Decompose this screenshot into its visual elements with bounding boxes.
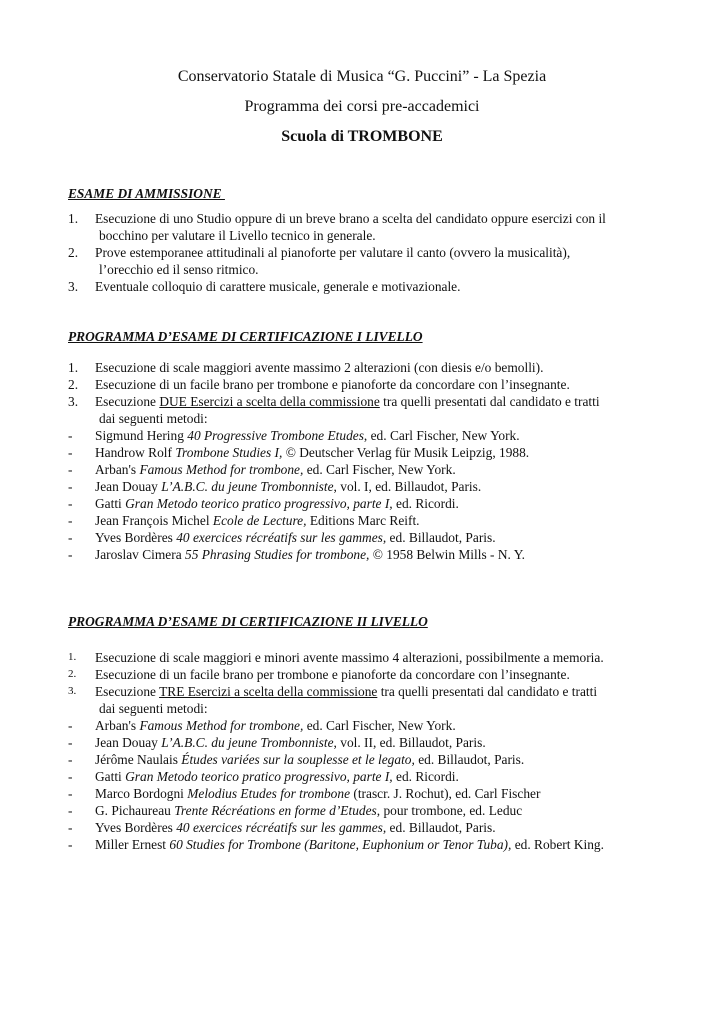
list-marker: 3. (68, 279, 79, 294)
method-item (68, 529, 668, 546)
livello2-methods (68, 717, 668, 853)
method-publisher: , vol. II, ed. Billaudot, Paris. (333, 735, 486, 750)
method-item (68, 768, 668, 785)
method-text (68, 529, 668, 546)
method-item (68, 444, 668, 461)
method-item (68, 495, 668, 512)
dash-marker: - (68, 479, 73, 494)
method-title: L’A.B.C. du jeune Trombonniste (161, 735, 334, 750)
method-title: L’A.B.C. du jeune Trombonniste (161, 479, 334, 494)
method-text (68, 768, 668, 785)
list-item-text: Esecuzione di un facile brano per trombone e pianoforte da concordare con l’insegnante. (95, 667, 570, 682)
list-item-continuation (68, 700, 668, 717)
method-item (68, 785, 668, 802)
method-author: Jean Douay (95, 479, 162, 494)
conservatory-title: Conservatorio Statale di Musica “G. Puccini” - La Spezia (177, 68, 547, 85)
section-title-livello-1: PROGRAMMA D’ESAME DI CERTIFICAZIONE I LIVELLO (68, 329, 423, 344)
method-text (68, 495, 668, 512)
method-author: Arban's (95, 462, 140, 477)
list-item (68, 210, 668, 227)
method-title: Famous Method for trombone, (139, 718, 304, 733)
text-fragment: Esecuzione (95, 394, 160, 409)
method-item (68, 427, 668, 444)
list-marker: 1. (68, 651, 77, 663)
method-publisher: (trascr. J. Rochut), ed. Carl Fischer (350, 786, 541, 801)
method-text (68, 751, 668, 768)
list-item-text (68, 683, 668, 700)
method-publisher: ed. Ricordi. (392, 769, 459, 784)
list-item-text (68, 393, 668, 410)
dash-marker: - (68, 786, 73, 801)
method-title: Gran Metodo teorico pratico progressivo, parte I, (125, 769, 393, 784)
method-title: 55 Phrasing Studies for trombone, (185, 547, 370, 562)
method-item (68, 734, 668, 751)
list-item-continuation (68, 261, 668, 278)
method-text (68, 802, 668, 819)
section-title-ammissione: ESAME DI AMMISSIONE (68, 186, 225, 201)
dash-marker: - (68, 462, 73, 477)
livello1-list (68, 359, 668, 563)
method-publisher: © Deutscher Verlag für Musik Leipzig, 1988. (282, 445, 530, 460)
dash-marker: - (68, 513, 73, 528)
list-marker: 2. (68, 377, 79, 392)
program-subtitle: Programma dei corsi pre-accademici (244, 98, 480, 115)
list-item (68, 244, 668, 261)
livello1-methods (68, 427, 668, 563)
list-item-text: Esecuzione di scale maggiori avente massimo 2 alterazioni (con diesis e/o bemolli). (95, 360, 544, 375)
method-item (68, 836, 668, 853)
list-item-text: l’orecchio ed il senso ritmico. (99, 262, 259, 277)
method-author: Yves Bordères (95, 820, 177, 835)
method-text (68, 785, 668, 802)
list-item-text: dai seguenti metodi: (99, 411, 208, 426)
dash-marker: - (68, 820, 73, 835)
list-item-text: Esecuzione di scale maggiori e minori avente massimo 4 alterazioni, possibilmente a memoria. (95, 650, 604, 665)
method-author: G. Pichaureau (95, 803, 175, 818)
method-title: Gran Metodo teorico pratico progressivo, parte I, (125, 496, 393, 511)
list-marker: 2. (68, 668, 77, 680)
list-item-continuation (68, 410, 668, 427)
dash-marker: - (68, 735, 73, 750)
method-author: Jean Douay (95, 735, 162, 750)
livello2-list (68, 649, 668, 853)
list-item (68, 393, 668, 410)
method-item (68, 717, 668, 734)
school-title: Scuola di TROMBONE (281, 128, 443, 145)
method-item (68, 751, 668, 768)
list-item-text: Esecuzione di un facile brano per trombone e pianoforte da concordare con l’insegnante. (95, 377, 570, 392)
method-author: Sigmund Hering (95, 428, 188, 443)
dash-marker: - (68, 718, 73, 733)
method-publisher: ed. Billaudot, Paris. (386, 820, 496, 835)
ammissione-list (68, 210, 668, 295)
method-text (68, 512, 668, 529)
method-text (68, 734, 668, 751)
method-publisher: ed. Carl Fischer, New York. (303, 718, 456, 733)
method-publisher: © 1958 Belwin Mills - N. Y. (369, 547, 525, 562)
list-item-text: Prove estemporanee attitudinali al pianoforte per valutare il canto (ovvero la musicalità), (95, 245, 571, 260)
method-text (68, 819, 668, 836)
method-publisher: , pour trombone, ed. Leduc (376, 803, 523, 818)
list-marker: 1. (68, 211, 79, 226)
method-publisher: , ed. Carl Fischer, New York. (363, 428, 520, 443)
method-title: Famous Method for trombone, (139, 462, 304, 477)
underlined-requirement: DUE Esercizi a scelta della commissione (159, 394, 380, 409)
dash-marker: - (68, 445, 73, 460)
dash-marker: - (68, 769, 73, 784)
method-author: Jaroslav Cimera (95, 547, 185, 562)
method-title: Ecole de Lecture, (212, 513, 307, 528)
method-title: Études variées sur la souplesse et le legato, (181, 752, 415, 767)
underlined-requirement: TRE Esercizi a scelta della commissione (159, 684, 378, 699)
list-item (68, 278, 668, 295)
method-text (68, 836, 668, 853)
list-item (68, 683, 668, 700)
method-text (68, 478, 668, 495)
method-title: 40 exercices récréatifs sur les gammes, (176, 530, 387, 545)
method-text (68, 717, 668, 734)
method-title: Melodius Etudes for trombone (187, 786, 351, 801)
method-text (68, 546, 668, 563)
list-item (68, 649, 668, 666)
method-item (68, 478, 668, 495)
list-item (68, 666, 668, 683)
dash-marker: - (68, 752, 73, 767)
method-title: Trente Récréations en forme d’Etudes (174, 803, 377, 818)
method-text (68, 461, 668, 478)
dash-marker: - (68, 547, 73, 562)
method-item (68, 819, 668, 836)
method-author: Jérôme Naulais (95, 752, 182, 767)
method-text (68, 444, 668, 461)
method-item (68, 802, 668, 819)
list-item-text: dai seguenti metodi: (99, 701, 208, 716)
dash-marker: - (68, 803, 73, 818)
dash-marker: - (68, 496, 73, 511)
list-item-text: Eventuale colloquio di carattere musicale, generale e motivazionale. (95, 279, 461, 294)
method-publisher: Editions Marc Reift. (306, 513, 420, 528)
list-item-text: Esecuzione di uno Studio oppure di un breve brano a scelta del candidato oppure esercizi con il (95, 211, 606, 226)
dash-marker: - (68, 530, 73, 545)
method-author: Arban's (95, 718, 140, 733)
dash-marker: - (68, 837, 73, 852)
list-item (68, 359, 668, 376)
text-fragment: tra quelli presentati dal candidato e tratti (379, 394, 600, 409)
list-marker: 3. (68, 685, 77, 697)
method-publisher: ed. Billaudot, Paris. (414, 752, 525, 767)
method-author: Miller Ernest (95, 837, 170, 852)
method-title: 40 Progressive Trombone Etudes (187, 428, 364, 443)
list-item (68, 376, 668, 393)
list-item-text: bocchino per valutare il Livello tecnico in generale. (99, 228, 376, 243)
method-publisher: ed. Carl Fischer, New York. (303, 462, 456, 477)
method-author: Jean François Michel (95, 513, 213, 528)
list-marker: 3. (68, 394, 79, 409)
method-publisher: ed. Billaudot, Paris. (386, 530, 496, 545)
method-author: Gatti (95, 769, 126, 784)
method-title: 40 exercices récréatifs sur les gammes, (176, 820, 387, 835)
list-marker: 1. (68, 360, 79, 375)
section-title-livello-2: PROGRAMMA D’ESAME DI CERTIFICAZIONE II LIVELLO (68, 614, 428, 629)
list-item-continuation (68, 227, 668, 244)
method-item (68, 512, 668, 529)
method-item (68, 546, 668, 563)
method-author: Handrow Rolf (95, 445, 176, 460)
method-publisher: , vol. I, ed. Billaudot, Paris. (333, 479, 482, 494)
method-text (68, 427, 668, 444)
text-fragment: Esecuzione (95, 684, 160, 699)
method-item (68, 461, 668, 478)
method-publisher: ed. Ricordi. (392, 496, 459, 511)
method-title: 60 Studies for Trombone (Baritone, Euphonium or Tenor Tuba), (169, 837, 512, 852)
method-author: Marco Bordogni (95, 786, 188, 801)
dash-marker: - (68, 428, 73, 443)
list-marker: 2. (68, 245, 79, 260)
method-author: Yves Bordères (95, 530, 177, 545)
method-author: Gatti (95, 496, 126, 511)
text-fragment: tra quelli presentati dal candidato e tratti (377, 684, 598, 699)
method-title: Trombone Studies I, (175, 445, 283, 460)
method-publisher: ed. Robert King. (511, 837, 604, 852)
